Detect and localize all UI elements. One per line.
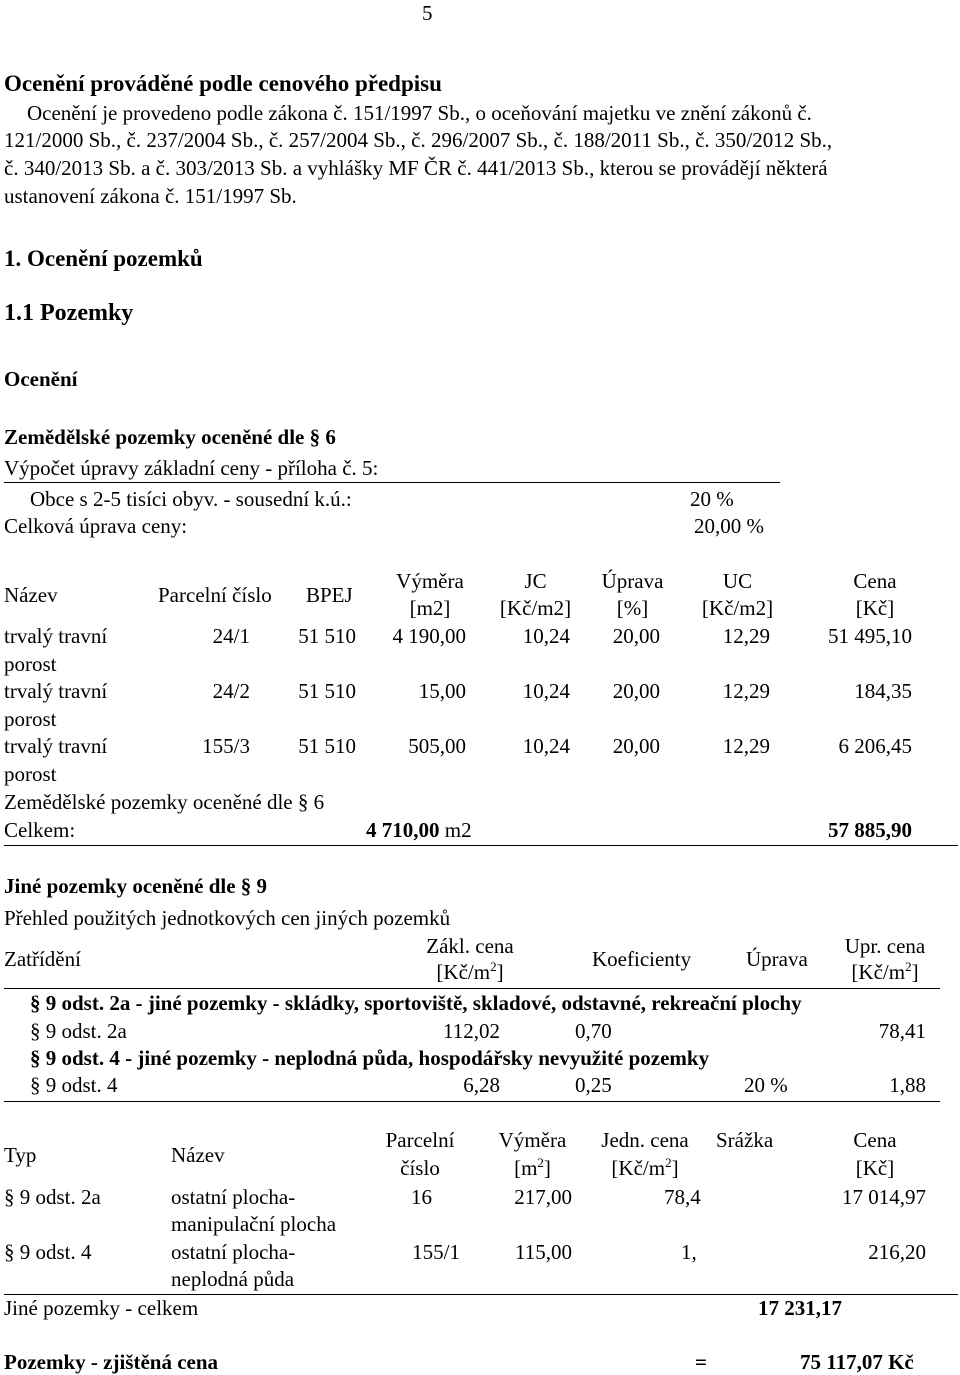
divider — [4, 988, 940, 989]
col-header-uprava: Úprava — [746, 947, 808, 971]
col-header-vymera-unit: [m2] — [409, 596, 451, 620]
page-title: Ocenění prováděné podle cenového předpisu — [4, 71, 442, 96]
col-header-nazev: Název — [4, 583, 58, 607]
row-uc: 12,29 — [722, 624, 770, 648]
col-header-cena-unit: [Kč] — [855, 596, 895, 620]
calc-title: Výpočet úpravy základní ceny - příloha č. 5: — [4, 456, 379, 480]
row-bpej: 51 510 — [298, 734, 356, 758]
row-name: trvalý travní — [4, 679, 108, 703]
row-name: ostatní plocha- — [171, 1240, 296, 1264]
col-header-parcel: Parcelní — [385, 1128, 455, 1152]
heading-pozemky: 1.1 Pozemky — [4, 300, 134, 326]
row-uc: 12,29 — [722, 679, 770, 703]
col-header-uc-unit: [Kč/m2] — [701, 596, 774, 620]
row-name-cont: porost — [4, 652, 57, 676]
sum-price: 57 885,90 — [828, 818, 912, 842]
row-cena: 216,20 — [868, 1240, 926, 1264]
col-header-upr: Upr. cena — [844, 934, 926, 958]
row-jedn: 1, — [681, 1240, 697, 1264]
col-header-uc: UC — [722, 569, 753, 593]
group-upr: 1,88 — [889, 1073, 926, 1097]
row-name-cont: porost — [4, 707, 57, 731]
row-parcel: 24/1 — [212, 624, 250, 648]
row-uc: 12,29 — [722, 734, 770, 758]
row-vymera: 505,00 — [408, 734, 466, 758]
row-vymera: 15,00 — [418, 679, 466, 703]
row-bpej: 51 510 — [298, 624, 356, 648]
col-header-vymera-unit: $[m^2]$ — [514, 1155, 551, 1180]
group-koef: 0,70 — [575, 1019, 612, 1043]
sum-area — [366, 818, 472, 842]
row-vymera: 4 190,00 — [392, 624, 466, 648]
intro-line: č. 340/2013 Sb. a č. 303/2013 Sb. a vyhlášky MF ČR č. 441/2013 Sb., kterou se provádějí některá — [4, 156, 828, 180]
row-name: ostatní plocha- — [171, 1185, 296, 1209]
col-header-uprava: Úprava — [601, 569, 664, 593]
col-header-uprava-unit: [%] — [616, 596, 649, 620]
row-parcel: 155/3 — [202, 734, 250, 758]
row-name: trvalý travní — [4, 624, 108, 648]
sum-label: Zemědělské pozemky oceněné dle § 6 — [4, 790, 325, 814]
heading-oceneni-pozemku: 1. Ocenění pozemků — [4, 246, 203, 271]
total-adjustment-value: 20,00 % — [694, 514, 764, 538]
group-zakl: 112,02 — [443, 1019, 500, 1043]
group-label: § 9 odst. 2a — [30, 1019, 127, 1043]
section9-title: Jiné pozemky oceněné dle § 9 — [4, 874, 268, 898]
row-uprava: 20,00 — [612, 624, 660, 648]
group-title: § 9 odst. 2a - jiné pozemky - skládky, sportoviště, skladové, odstavné, rekreační plochy — [30, 991, 802, 1015]
total-adjustment-label: Celková úprava ceny: — [4, 514, 188, 538]
row-name-cont: neplodná půda — [171, 1267, 295, 1291]
col-header-jedn-unit: $[Kč/m^2]$ — [611, 1155, 679, 1180]
intro-line: ustanovení zákona č. 151/1997 Sb. — [4, 184, 297, 208]
divider — [4, 1294, 958, 1295]
col-header-jc: JC — [524, 569, 547, 593]
row-jc: 10,24 — [522, 734, 570, 758]
row-uprava: 20,00 — [612, 734, 660, 758]
col-header-koef: Koeficienty — [592, 947, 692, 971]
col-header-srazka: Srážka — [716, 1128, 774, 1152]
sum-area-unit: m2 — [444, 818, 472, 842]
overview-title: Přehled použitých jednotkových cen jiných pozemků — [4, 906, 451, 930]
adjustment-label: Obce s 2-5 tisíci obyv. - sousední k.ú.: — [30, 487, 352, 511]
row-cena: 184,35 — [854, 679, 912, 703]
row-cena: 17 014,97 — [842, 1185, 926, 1209]
row-jedn: 78,4 — [664, 1185, 701, 1209]
col-header-cena: Cena — [853, 569, 897, 593]
sum-label-celkem: Celkem: — [4, 818, 76, 842]
heading-oceneni: Ocenění — [4, 367, 78, 391]
final-equals: = — [695, 1350, 707, 1374]
sum-area-value: 4 710,00 — [366, 818, 440, 842]
group-title: § 9 odst. 4 - jiné pozemky - neplodná půda, hospodářsky nevyužité pozemky — [30, 1046, 710, 1070]
total-label: Jiné pozemky - celkem — [4, 1296, 199, 1320]
group-koef: 0,25 — [575, 1073, 612, 1097]
row-name: trvalý travní — [4, 734, 108, 758]
divider — [4, 845, 958, 846]
group-label: § 9 odst. 4 — [30, 1073, 118, 1097]
row-bpej: 51 510 — [298, 679, 356, 703]
group-uprava: 20 % — [744, 1073, 788, 1097]
row-vymera: 115,00 — [515, 1240, 572, 1264]
section6-title: Zemědělské pozemky oceněné dle § 6 — [4, 425, 336, 449]
intro-line: 121/2000 Sb., č. 237/2004 Sb., č. 257/2004 Sb., č. 296/2007 Sb., č. 188/2011 Sb., č. 350/2012 Sb., — [4, 128, 833, 152]
divider — [4, 1101, 940, 1102]
row-parcel: 155/1 — [412, 1240, 460, 1264]
row-cena: 6 206,45 — [838, 734, 912, 758]
col-header-bpej: BPEJ — [306, 583, 353, 607]
row-name-cont: manipulační plocha — [171, 1212, 337, 1236]
row-vymera: 217,00 — [514, 1185, 572, 1209]
col-header-cena-unit: [Kč] — [855, 1156, 895, 1180]
final-label: Pozemky - zjištěná cena — [4, 1350, 219, 1374]
col-header-upr-unit: $[Kč/m^2]$ — [851, 959, 919, 984]
col-header-jedn: Jedn. cena — [601, 1128, 689, 1152]
group-zakl: 6,28 — [463, 1073, 500, 1097]
group-upr: 78,41 — [878, 1019, 926, 1043]
final-value: 75 117,07 Kč — [800, 1350, 914, 1374]
row-uprava: 20,00 — [612, 679, 660, 703]
row-typ: § 9 odst. 4 — [4, 1240, 92, 1264]
col-header-typ: Typ — [4, 1143, 37, 1167]
col-header-vymera: Výměra — [498, 1128, 567, 1152]
col-header-zakl: Zákl. cena — [426, 934, 514, 958]
col-header-nazev: Název — [171, 1143, 225, 1167]
col-header-cena: Cena — [853, 1128, 897, 1152]
total-value: 17 231,17 — [758, 1296, 842, 1320]
col-header-zakl-unit: $[Kč/m^2]$ — [436, 959, 504, 984]
row-cena: 51 495,10 — [828, 624, 912, 648]
row-jc: 10,24 — [522, 679, 570, 703]
adjustment-value: 20 % — [690, 487, 734, 511]
row-name-cont: porost — [4, 762, 57, 786]
row-parcel: 16 — [411, 1185, 432, 1209]
row-parcel: 24/2 — [212, 679, 250, 703]
col-header-jc-unit: [Kč/m2] — [499, 596, 572, 620]
col-header-parcel: Parcelní číslo — [158, 583, 272, 607]
col-header-zatrideni: Zatřídění — [4, 947, 81, 971]
col-header-parcel-2: číslo — [400, 1156, 440, 1180]
row-jc: 10,24 — [522, 624, 570, 648]
divider — [4, 482, 780, 483]
page-number: 5 — [422, 1, 433, 25]
col-header-vymera: Výměra — [396, 569, 464, 593]
row-typ: § 9 odst. 2a — [4, 1185, 101, 1209]
intro-line: Ocenění je provedeno podle zákona č. 151/1997 Sb., o oceňování majetku ve znění zákonů č. — [27, 101, 812, 125]
